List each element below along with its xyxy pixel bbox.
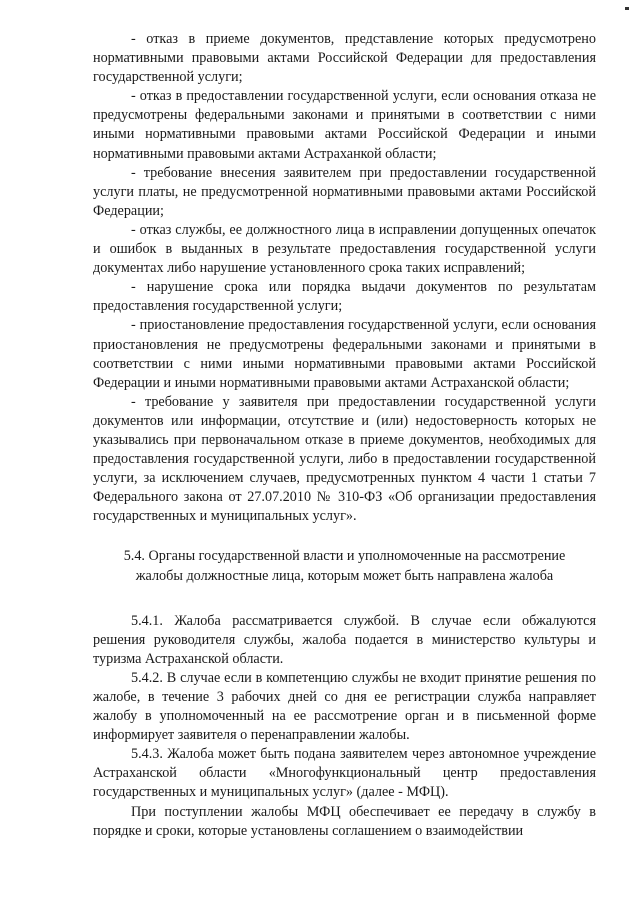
- list-item-deadline-violation: - нарушение срока или порядка выдачи документов по результатам предоставления государственной услуги;: [93, 279, 596, 315]
- paragraph-5-4-3: 5.4.3. Жалоба может быть подана заявителем через автономное учреждение Астраханской области «Многофункциональный центр предоставления государственных и муниципальных услуг» (далее - МФЦ).: [93, 746, 596, 801]
- paragraph-mfc-transfer: При поступлении жалобы МФЦ обеспечивает ее передачу в службу в порядке и сроки, которые установлены соглашением о взаимодействии: [93, 803, 596, 839]
- spacer: [93, 526, 596, 547]
- list-item-payment-demand: - требование внесения заявителем при предоставлении государственной услуги платы, не предусмотренной нормативными правовыми актами Российской Федерации;: [93, 164, 596, 219]
- paragraph-5-4-2: 5.4.2. В случае если в компетенцию службы не входит принятие решения по жалобе, в течение 3 рабочих дней со дня ее регистрации служба направляет жалобу в уполномоченный на ее рассмотрение орган и в письменной форме информирует заявителя о перенаправлении жалобы.: [93, 669, 596, 744]
- list-item-refusal-documents: - отказ в приеме документов, представление которых предусмотрено нормативными правовыми актами Российской Федерации для предоставления государственной услуги;: [93, 31, 596, 86]
- paragraph-5-4-1: 5.4.1. Жалоба рассматривается службой. В случае если обжалуются решения руководителя службы, жалоба подается в министерство культуры и туризма Астраханской области.: [93, 612, 596, 667]
- list-item-document-demand: - требование у заявителя при предоставлении государственной услуги документов или информации, отсутствие и (или) недостоверность которых не указывались при первоначальном отказе в приеме документов, необходимых для предоставления государственной услуги, либо в предоставлении государственной услуги, за исключением случаев, предусмотренных пунктом 4 части 1 статьи 7 Федерального закона от 27.07.2010 № 310-ФЗ «Об организации предоставления государственных и муниципальных услуг».: [93, 393, 596, 525]
- section-heading: 5.4. Органы государственной власти и уполномоченные на рассмотрение жалобы должностные лица, которым может быть направлена жалоба: [123, 548, 566, 584]
- scan-mark: [625, 7, 629, 10]
- spacer: [93, 586, 596, 612]
- list-item-refusal-service: - отказ в предоставлении государственной услуги, если основания отказа не предусмотрены федеральными законами и принятыми в соответствии с ними иными нормативными правовыми актами Российской Федерации и иными нормативными правовыми актами Астраханкой области;: [93, 88, 596, 162]
- document-body: [93, 30, 596, 841]
- list-item-suspension: - приостановление предоставления государственной услуги, если основания приостановления не предусмотрены федеральными законами и принятыми в соответствии с ними иными нормативными правовыми актами Российской Федерации и иными нормативными правовыми актами Астраханской области;: [93, 317, 596, 391]
- list-item-correction-refusal: - отказ службы, ее должностного лица в исправлении допущенных опечаток и ошибок в выданных в результате предоставления государственной услуги документах либо нарушение установленного срока таких исправлений;: [93, 221, 596, 277]
